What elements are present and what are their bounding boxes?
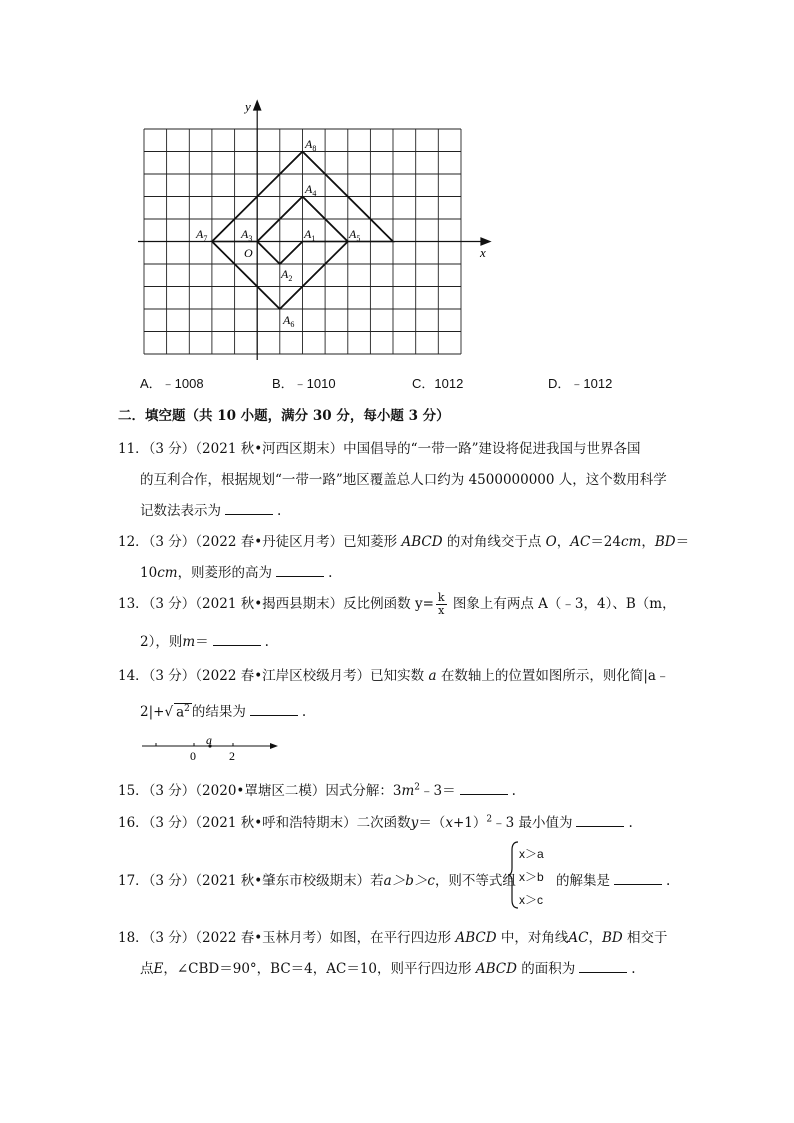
- q12-line2: 10cm，则菱形的高为 .: [140, 565, 333, 581]
- q14-number-line: [140, 734, 285, 764]
- q18-text-g: 的面积为: [521, 961, 576, 977]
- q18-text-a: 18．（3 分）（2022 春•玉林月考）如图，在平行四边形: [118, 930, 452, 946]
- q13-line2: 2），则m＝ .: [140, 634, 269, 650]
- q17-text-b: ，则不等式组: [434, 873, 516, 889]
- q12-cm: cm: [621, 534, 642, 550]
- q13-fraction: [436, 592, 447, 617]
- q15-exp: 2: [414, 782, 421, 793]
- q14-a: a: [428, 668, 437, 684]
- q14-text-b: 在数轴上的位置如图所示，则化简|a﹣: [440, 668, 670, 684]
- q17-ineq-3: x＞c: [519, 893, 544, 907]
- q14-text-a: 14．（3 分）（2022 春•江岸区校级月考）已知实数: [118, 668, 425, 684]
- q18-text-d: 相交于: [626, 930, 668, 946]
- q17-tail: 的解集是 .: [556, 873, 671, 889]
- option-c[interactable]: C．1012: [412, 376, 464, 391]
- point-label-a8: $A_8$: [305, 137, 317, 153]
- q15-line: 15．（3 分）（2020•罩塘区二模）因式分解：$3m^2﹣3=$ .: [118, 782, 516, 799]
- x-axis-label: x: [480, 245, 486, 260]
- q17-line: [118, 869, 516, 889]
- point-label-a5: $A_5$: [349, 227, 361, 243]
- q18-line1: [118, 926, 667, 946]
- coordinate-grid-figure: [130, 95, 500, 365]
- option-d[interactable]: D．﹣1012: [548, 376, 613, 391]
- q18-blank[interactable]: [579, 960, 627, 973]
- q12-text-f: ＝: [675, 534, 690, 550]
- q13-line1: [118, 592, 676, 617]
- q13-text-e: ＝: [195, 634, 209, 650]
- q12-text-e: ，: [641, 534, 655, 550]
- q12-text-c: ，: [556, 534, 571, 550]
- y-axis-label: y: [245, 99, 251, 114]
- q14-line1: [118, 664, 669, 684]
- option-b[interactable]: B．﹣1010: [272, 376, 336, 391]
- segment-a3-a2: [257, 242, 280, 265]
- q12-line1: [118, 530, 689, 550]
- q15-text-a: 15．（3 分）（2020•罩塘区二模）因式分解：3: [118, 783, 402, 799]
- q16-blank[interactable]: [576, 814, 624, 827]
- q16-text-a: 16．（3 分）（2021 秋•呼和浩特期末）二次函数: [118, 815, 411, 831]
- q18-bd: BD: [601, 930, 623, 946]
- q16-line: 16．（3 分）（2021 秋•呼和浩特期末）二次函数$y=(x+1)^2﹣3$ 最小值为 .: [118, 814, 633, 831]
- q11-line2: 的互利合作，根据规划“一带一路”地区覆盖总人口约为 4500000000 人，这个数用科学: [140, 472, 667, 488]
- q13-text-c: A（﹣3，4）、B（m，: [538, 596, 676, 612]
- q11-blank[interactable]: [225, 502, 273, 515]
- q15-m: m: [401, 783, 415, 799]
- q17-text-c: 的解集是: [556, 873, 610, 889]
- q14-nl-zero: 0: [190, 749, 196, 763]
- q12-text-a: 12．（3 分）（2022 春•丹徒区月考）已知菱形: [118, 534, 398, 550]
- q16-text-b: ＝（: [418, 815, 446, 831]
- q14-nl-two: 2: [229, 749, 235, 763]
- q14-text-c: 2|+: [140, 704, 165, 720]
- point-label-a1: $A_1$: [304, 227, 316, 243]
- segment-a2-a1: [280, 242, 303, 265]
- q15-blank[interactable]: [460, 782, 508, 795]
- q14-line2: 2|+√ $a^2$ 的结果为 .: [140, 703, 307, 720]
- axes: [138, 101, 490, 360]
- q13-blank[interactable]: [213, 633, 261, 646]
- option-a[interactable]: A．﹣1008: [140, 376, 204, 391]
- point-label-a4: $A_4$: [305, 182, 317, 198]
- q16-exp: 2: [486, 814, 493, 825]
- q14-sqrt-exp: 2: [184, 703, 190, 714]
- q17-blank[interactable]: [614, 872, 662, 885]
- q13-text-d: 2），则: [140, 634, 183, 650]
- q18-e: E: [153, 961, 164, 977]
- q13-m: m: [182, 634, 196, 650]
- q13-x: x: [438, 604, 445, 617]
- q18-text-f: ，∠CBD＝90°，BC＝4，AC＝10，则平行四边形: [163, 961, 472, 977]
- q18-line2: 点E，∠CBD＝90°，BC＝4，AC＝10，则平行四边形 ABCD 的面积为 .: [140, 961, 636, 977]
- q14-blank[interactable]: [250, 703, 298, 716]
- q11-text: 记数法表示为: [140, 503, 221, 519]
- q14-text-d: 的结果为: [191, 704, 246, 720]
- q11-line3: 记数法表示为 .: [140, 503, 282, 519]
- q12-ten: 10: [140, 565, 158, 581]
- q18-abcd: ABCD: [455, 930, 497, 946]
- q18-abcd-2: ABCD: [475, 961, 517, 977]
- q13-k: k: [437, 591, 445, 604]
- q14-sqrt: [174, 703, 192, 721]
- q17-cond: a＞b＞c: [383, 873, 435, 889]
- q16-x: x: [445, 815, 453, 831]
- q14-nl-a: a: [206, 734, 212, 747]
- q13-text-b: 图象上有两点: [452, 596, 534, 612]
- q18-text-b: 中，对角线: [500, 930, 569, 946]
- q18-ac: AC: [568, 930, 589, 946]
- q18-text-c: ，: [588, 930, 602, 946]
- point-label-a6: $A_6$: [283, 313, 295, 329]
- q17-text-a: 17．（3 分）（2021 秋•肇东市校级期末）若: [118, 873, 384, 889]
- q12-text-d: ＝24: [590, 534, 621, 550]
- q17-system: [519, 843, 544, 912]
- q12-text-g: ，则菱形的高为: [177, 565, 273, 581]
- section-title: 二．填空题（共 10 小题，满分 30 分，每小题 3 分）: [118, 408, 450, 424]
- q16-y: y: [410, 815, 419, 831]
- origin-label: O: [244, 246, 253, 260]
- q16-text-d: ﹣3 最小值为: [492, 815, 573, 831]
- q12-cm-2: cm: [157, 565, 178, 581]
- q15-text-b: ﹣3＝: [420, 783, 456, 799]
- q12-text-b: 的对角线交于点: [446, 534, 542, 550]
- point-label-a2: $A_2$: [281, 267, 293, 283]
- q11-line1: 11．（3 分）（2021 秋•河西区期末）中国倡导的“一带一路”建设将促进我国与世界各国: [118, 441, 641, 457]
- point-label-a7: $A_7$: [196, 227, 208, 243]
- q17-ineq-1: x＞a: [519, 847, 544, 861]
- q12-abcd: ABCD: [401, 534, 443, 550]
- q18-text-e: 点: [140, 961, 154, 977]
- q12-bd: BD: [654, 534, 676, 550]
- point-label-a3: $A_3$: [241, 227, 253, 243]
- q12-blank[interactable]: [276, 564, 324, 577]
- q14-sqrt-a: a: [176, 704, 185, 720]
- q17-ineq-2: x＞b: [519, 870, 544, 884]
- q16-text-c: +1）: [452, 815, 487, 831]
- q13-text-a: 13．（3 分）（2021 秋•揭西县期末）反比例函数 y=: [118, 596, 434, 612]
- q12-ac: AC: [570, 534, 591, 550]
- q12-o: O: [545, 534, 557, 550]
